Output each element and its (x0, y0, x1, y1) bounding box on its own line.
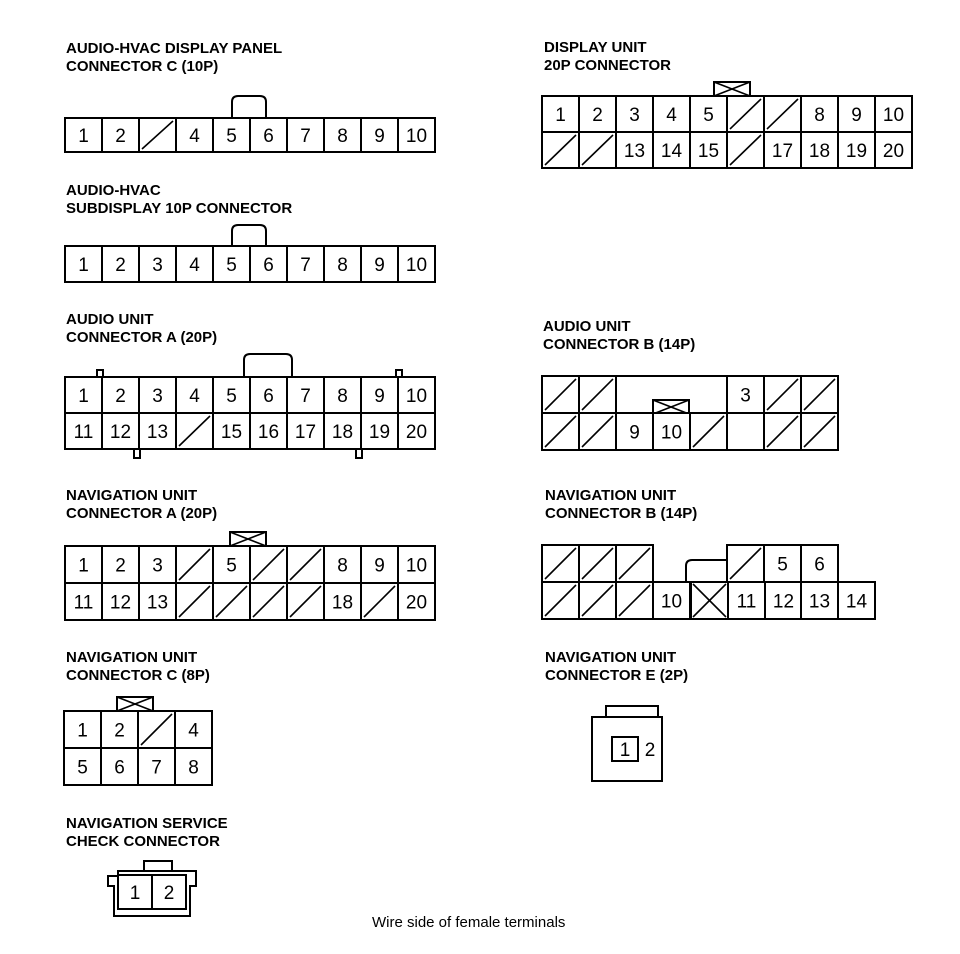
pin-number: 2 (115, 555, 126, 577)
connector-title-line: SUBDISPLAY 10P CONNECTOR (66, 200, 293, 217)
connector-title-line: AUDIO-HVAC (66, 182, 161, 199)
guide-rib (134, 449, 140, 458)
pin-number: 6 (114, 757, 125, 779)
pin-number: 13 (146, 592, 169, 614)
connector-display-unit-20p (542, 39, 912, 168)
pin-number: 2 (163, 883, 175, 904)
connector-title-line: CHECK CONNECTOR (66, 833, 220, 850)
pin-number: 9 (374, 126, 385, 147)
pin-number: 1 (78, 126, 89, 147)
connector-title-line: NAVIGATION UNIT (66, 487, 198, 504)
pin-number: 8 (814, 105, 825, 126)
pin-number: 9 (374, 386, 385, 407)
pin-number: 9 (851, 105, 862, 126)
pin-number: 4 (189, 126, 200, 147)
connector-title-line: DISPLAY UNIT (544, 39, 647, 56)
pin-number: 5 (703, 105, 714, 126)
pin-number: 3 (152, 386, 163, 407)
pin-number: 12 (109, 422, 132, 443)
pin-number: 4 (666, 105, 677, 126)
connector-audio-unit-b (542, 318, 838, 450)
pin-number: 6 (263, 386, 274, 407)
pin-number: 6 (814, 554, 825, 576)
pin-number: 12 (772, 591, 795, 613)
pin-number: 1 (78, 255, 89, 276)
connector-navigation-unit-e (545, 649, 688, 781)
pin-number: 7 (300, 126, 311, 147)
pin-number: 3 (629, 105, 640, 126)
pin-number: 10 (405, 555, 428, 577)
diagram-caption: Wire side of female terminals (372, 914, 566, 931)
pin-number: 7 (300, 255, 311, 276)
connector-navigation-unit-c (64, 649, 212, 785)
pin-number: 11 (73, 422, 94, 443)
pin-number: 6 (263, 255, 274, 276)
pin-number: 4 (189, 255, 200, 276)
pin-number: 9 (374, 555, 385, 577)
pin-number: 1 (77, 720, 88, 742)
lock-tab (244, 354, 292, 378)
connector-audio-hvac-subdisplay (65, 182, 435, 282)
pin-number: 20 (405, 422, 428, 443)
pin-number: 13 (808, 591, 831, 613)
pin-number: 3 (152, 255, 163, 276)
pin-number: 7 (151, 757, 162, 779)
pin-number: 17 (294, 422, 317, 443)
pin-number: 1 (78, 555, 89, 577)
pin-number: 8 (337, 126, 348, 147)
connector-title-line: CONNECTOR E (2P) (545, 667, 689, 684)
pin-number: 2 (115, 126, 126, 147)
connector-title-line: CONNECTOR C (10P) (66, 58, 219, 75)
pin-number: 11 (736, 591, 757, 613)
pin-number: 18 (808, 141, 831, 162)
pin-number: 5 (226, 555, 237, 577)
connector-title-line: 20P CONNECTOR (544, 57, 671, 74)
pin-number: 17 (771, 141, 794, 162)
pin-number: 13 (146, 422, 169, 443)
connector-navigation-service-check (66, 815, 228, 916)
pin-number: 14 (845, 591, 868, 613)
pin-number: 15 (697, 141, 720, 162)
connector-title-line: AUDIO UNIT (543, 318, 631, 335)
connector-title-line: AUDIO-HVAC DISPLAY PANEL (66, 40, 283, 57)
connector-title-line: CONNECTOR A (20P) (66, 329, 218, 346)
pin-number: 10 (660, 422, 683, 444)
pin-number: 6 (263, 126, 274, 147)
pin-number: 2 (114, 720, 125, 742)
pin-number: 20 (882, 141, 905, 162)
pin-number: 2 (115, 386, 126, 407)
pin-number: 5 (77, 757, 88, 779)
pin-number: 8 (337, 386, 348, 407)
pin-number: 3 (152, 555, 163, 577)
lock-tab (232, 96, 266, 119)
pin-number: 10 (882, 105, 905, 126)
pin-number: 8 (337, 255, 348, 276)
connector-title-line: CONNECTOR C (8P) (66, 667, 210, 684)
pin-number: 16 (257, 422, 280, 443)
guide-rib (356, 449, 362, 458)
pin-number: 7 (300, 386, 311, 407)
connector-audio-hvac-display-c (65, 40, 435, 152)
pin-number: 20 (405, 592, 428, 614)
pin-number: 1 (129, 883, 141, 904)
pin-number: 15 (220, 422, 243, 443)
connector-title-line: AUDIO UNIT (66, 311, 154, 328)
pin-number: 5 (226, 126, 237, 147)
pin-number: 11 (73, 592, 94, 614)
pin-number: 18 (331, 592, 354, 614)
pin-number: 12 (109, 592, 132, 614)
connector-navigation-unit-b (542, 487, 875, 619)
pin-number: 4 (189, 386, 200, 407)
pin-number: 19 (845, 141, 868, 162)
pin-number: 10 (405, 386, 428, 407)
connector-title-line: NAVIGATION UNIT (66, 649, 198, 666)
connector-title-line: CONNECTOR B (14P) (543, 336, 696, 353)
connector-title-line: NAVIGATION SERVICE (66, 815, 228, 832)
pin-number: 1 (619, 740, 631, 761)
pin-number: 1 (555, 105, 566, 126)
pin-number: 10 (405, 255, 428, 276)
pin-number: 1 (78, 386, 89, 407)
pin-number: 9 (629, 422, 640, 444)
connector-title-line: NAVIGATION UNIT (545, 649, 677, 666)
lock-tab (144, 861, 172, 871)
connector-audio-unit-a (65, 311, 435, 458)
pin-number: 10 (660, 591, 683, 613)
connector-navigation-unit-a (65, 487, 435, 620)
pin-number: 8 (337, 555, 348, 577)
connector-title-line: CONNECTOR B (14P) (545, 505, 698, 522)
pin-number: 14 (660, 141, 683, 162)
pin-number: 3 (740, 385, 751, 407)
pin-number: 9 (374, 255, 385, 276)
pin-cavity (727, 413, 764, 450)
pin-number: 13 (623, 141, 646, 162)
pin-number: 5 (777, 554, 788, 576)
pin-number: 2 (115, 255, 126, 276)
pin-number: 2 (644, 740, 656, 761)
connector-title-line: CONNECTOR A (20P) (66, 505, 218, 522)
pin-number: 8 (188, 757, 199, 779)
pin-number: 4 (188, 720, 199, 742)
lock-tab (232, 225, 266, 247)
pin-number: 19 (368, 422, 391, 443)
pin-number: 5 (226, 255, 237, 276)
pin-number: 18 (331, 422, 354, 443)
pin-number: 10 (405, 126, 428, 147)
pin-number: 5 (226, 386, 237, 407)
pin-number: 2 (592, 105, 603, 126)
connector-title-line: NAVIGATION UNIT (545, 487, 677, 504)
